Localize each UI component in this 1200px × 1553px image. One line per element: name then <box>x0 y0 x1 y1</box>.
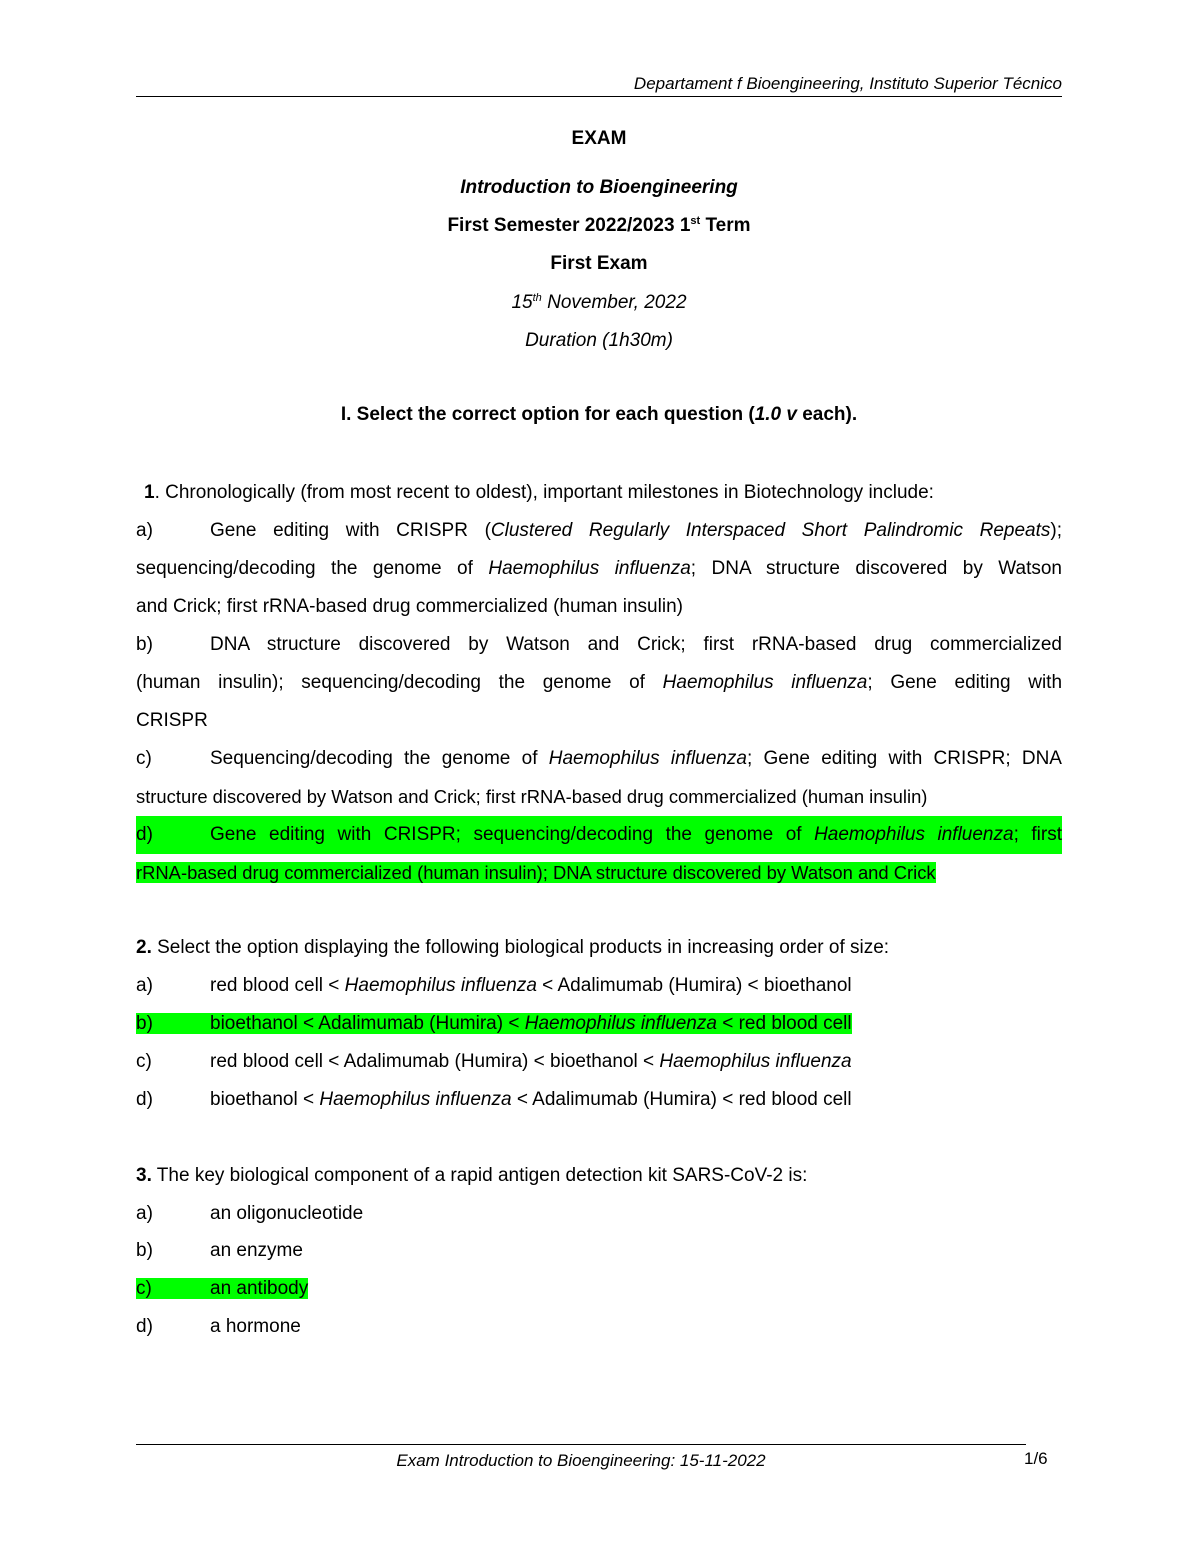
q1-option-a-text-3: ; DNA structure discovered by Watson <box>690 558 1062 579</box>
question-1-number: 1 <box>144 482 155 503</box>
q2-option-c-label: c) <box>136 1051 152 1072</box>
q2-option-a-text: red blood cell < <box>210 975 345 996</box>
q1-option-a-text: Gene editing with CRISPR ( <box>210 520 491 541</box>
q2-option-d-text-2: < Adalimumab (Humira) < red blood cell <box>511 1089 852 1110</box>
question-2-number: 2. <box>136 937 152 958</box>
q1-option-a-line-2 <box>136 550 1062 588</box>
exam-duration: Duration (1h30m) <box>525 330 673 351</box>
page-number: 1/6 <box>1024 1449 1048 1468</box>
q2-option-a-label: a) <box>136 975 153 996</box>
q3-option-a <box>136 1195 1062 1233</box>
q1-option-b-text-3: ; Gene editing with <box>867 672 1063 693</box>
semester-line <box>136 215 1062 237</box>
q1-option-c-label: c) <box>136 748 152 769</box>
date-day: 15 <box>511 292 533 313</box>
q1-option-d-line-2 <box>136 854 1062 892</box>
q2-option-b-correct-highlight <box>136 1013 852 1034</box>
q1-option-b-text-2: (human insulin); sequencing/decoding the genome of <box>136 672 663 693</box>
semester-ordinal: st <box>690 215 701 227</box>
q1-option-c-line-1 <box>136 740 1062 778</box>
page-footer: Exam Introduction to Bioengineering: 15-11-2022 <box>396 1451 766 1470</box>
section-heading <box>136 404 1062 426</box>
q2-option-b-text: bioethanol < Adalimumab (Humira) < <box>210 1013 525 1034</box>
q2-option-d-text: bioethanol < <box>210 1089 320 1110</box>
q2-option-b-label: b) <box>136 1013 153 1034</box>
q3-option-c-label: c) <box>136 1278 152 1299</box>
q3-option-b-text: an enzyme <box>210 1240 303 1261</box>
q2-option-d-label: d) <box>136 1089 153 1110</box>
q1-option-b-label: b) <box>136 634 153 655</box>
q1-option-d-label: d) <box>136 824 153 845</box>
header-divider <box>136 96 1062 97</box>
q1-option-a-text-2: sequencing/decoding the genome of <box>136 558 489 579</box>
section-heading-text: I. Select the correct option for each question ( <box>340 404 755 425</box>
q2-option-a-species: Haemophilus influenza <box>344 975 537 996</box>
q1-option-a-text-end: ); <box>1050 520 1062 541</box>
question-3-number: 3. <box>136 1165 152 1186</box>
q2-option-b-text-2: < red blood cell <box>716 1013 852 1034</box>
q1-option-c-line-2: structure discovered by Watson and Crick; first rRNA-based drug commercialized (human insulin) <box>136 786 928 807</box>
q1-option-d-line-1 <box>136 816 1062 854</box>
q1-option-a-crispr-expansion: Clustered Regularly Interspaced Short Palindromic Repeats <box>490 520 1051 541</box>
question-1-text: . Chronologically (from most recent to oldest), important milestones in Biotechnology include: <box>154 482 934 503</box>
date-month-year: November, 2022 <box>541 292 687 313</box>
q1-option-d-text: Gene editing with CRISPR; sequencing/decoding the genome of <box>210 824 815 845</box>
q2-option-b-species: Haemophilus influenza <box>524 1013 717 1034</box>
q1-option-d-species: Haemophilus influenza <box>814 824 1014 845</box>
q2-option-a-text-2: < Adalimumab (Humira) < bioethanol <box>536 975 852 996</box>
section-heading-end: each). <box>796 404 858 425</box>
q1-option-b-species: Haemophilus influenza <box>662 672 868 693</box>
question-2-text: Select the option displaying the following biological products in increasing order of size: <box>151 937 890 958</box>
q3-option-c <box>136 1270 1062 1308</box>
exam-date <box>136 292 1062 314</box>
q2-option-d <box>136 1081 1062 1119</box>
q3-option-d <box>136 1308 1062 1346</box>
question-2 <box>136 929 1062 967</box>
q3-option-c-correct-highlight <box>136 1278 308 1299</box>
q1-option-c-species: Haemophilus influenza <box>548 748 747 769</box>
q1-option-b-text: DNA structure discovered by Watson and Crick; first rRNA-based drug commercialized <box>210 634 1062 655</box>
q3-option-a-label: a) <box>136 1203 153 1224</box>
footer-divider <box>136 1444 1026 1445</box>
q2-option-d-species: Haemophilus influenza <box>319 1089 512 1110</box>
q1-option-a-line-1 <box>136 512 1062 550</box>
q2-option-c-text: red blood cell < Adalimumab (Humira) < bioethanol < <box>210 1051 660 1072</box>
q1-option-b-line-1 <box>136 626 1062 664</box>
q1-option-a-line-3: and Crick; first rRNA-based drug commercialized (human insulin) <box>136 596 683 617</box>
q1-option-d-text-2: ; first <box>1013 824 1062 845</box>
q1-option-a-label: a) <box>136 520 153 541</box>
q1-option-d-text-3: rRNA-based drug commercialized (human insulin); DNA structure discovered by Watson and Crick <box>136 862 936 883</box>
term-text: Term <box>700 215 751 236</box>
q1-option-c-text-2: ; Gene editing with CRISPR; DNA <box>746 748 1062 769</box>
q2-option-c-species: Haemophilus influenza <box>659 1051 852 1072</box>
question-1 <box>144 474 1070 512</box>
q3-option-b-label: b) <box>136 1240 153 1261</box>
q3-option-a-text: an oligonucleotide <box>210 1203 364 1224</box>
date-ordinal: th <box>532 292 542 304</box>
q3-option-d-label: d) <box>136 1316 153 1337</box>
q1-option-b-line-2 <box>136 664 1062 702</box>
question-3-text: The key biological component of a rapid antigen detection kit SARS-CoV-2 is: <box>151 1165 808 1186</box>
q3-option-c-text: an antibody <box>210 1278 309 1299</box>
section-points: 1.0 v <box>754 404 797 425</box>
q2-option-a <box>136 967 1062 1005</box>
q1-option-d-correct-highlight <box>136 816 1062 854</box>
exam-title: EXAM <box>571 128 627 149</box>
semester-text: First Semester 2022/2023 1 <box>447 215 691 236</box>
first-exam-line: First Exam <box>550 253 648 274</box>
page-header: Departament f Bioengineering, Instituto Superior Técnico <box>633 74 1062 93</box>
q2-option-c <box>136 1043 1062 1081</box>
question-3 <box>136 1157 1062 1195</box>
q1-option-c-text: Sequencing/decoding the genome of <box>210 748 549 769</box>
course-title: Introduction to Bioengineering <box>460 177 738 198</box>
q3-option-b <box>136 1232 1062 1270</box>
q1-option-a-species: Haemophilus influenza <box>488 558 691 579</box>
q3-option-d-text: a hormone <box>210 1316 301 1337</box>
q1-option-b-line-3: CRISPR <box>136 710 208 731</box>
q2-option-b <box>136 1005 1062 1043</box>
